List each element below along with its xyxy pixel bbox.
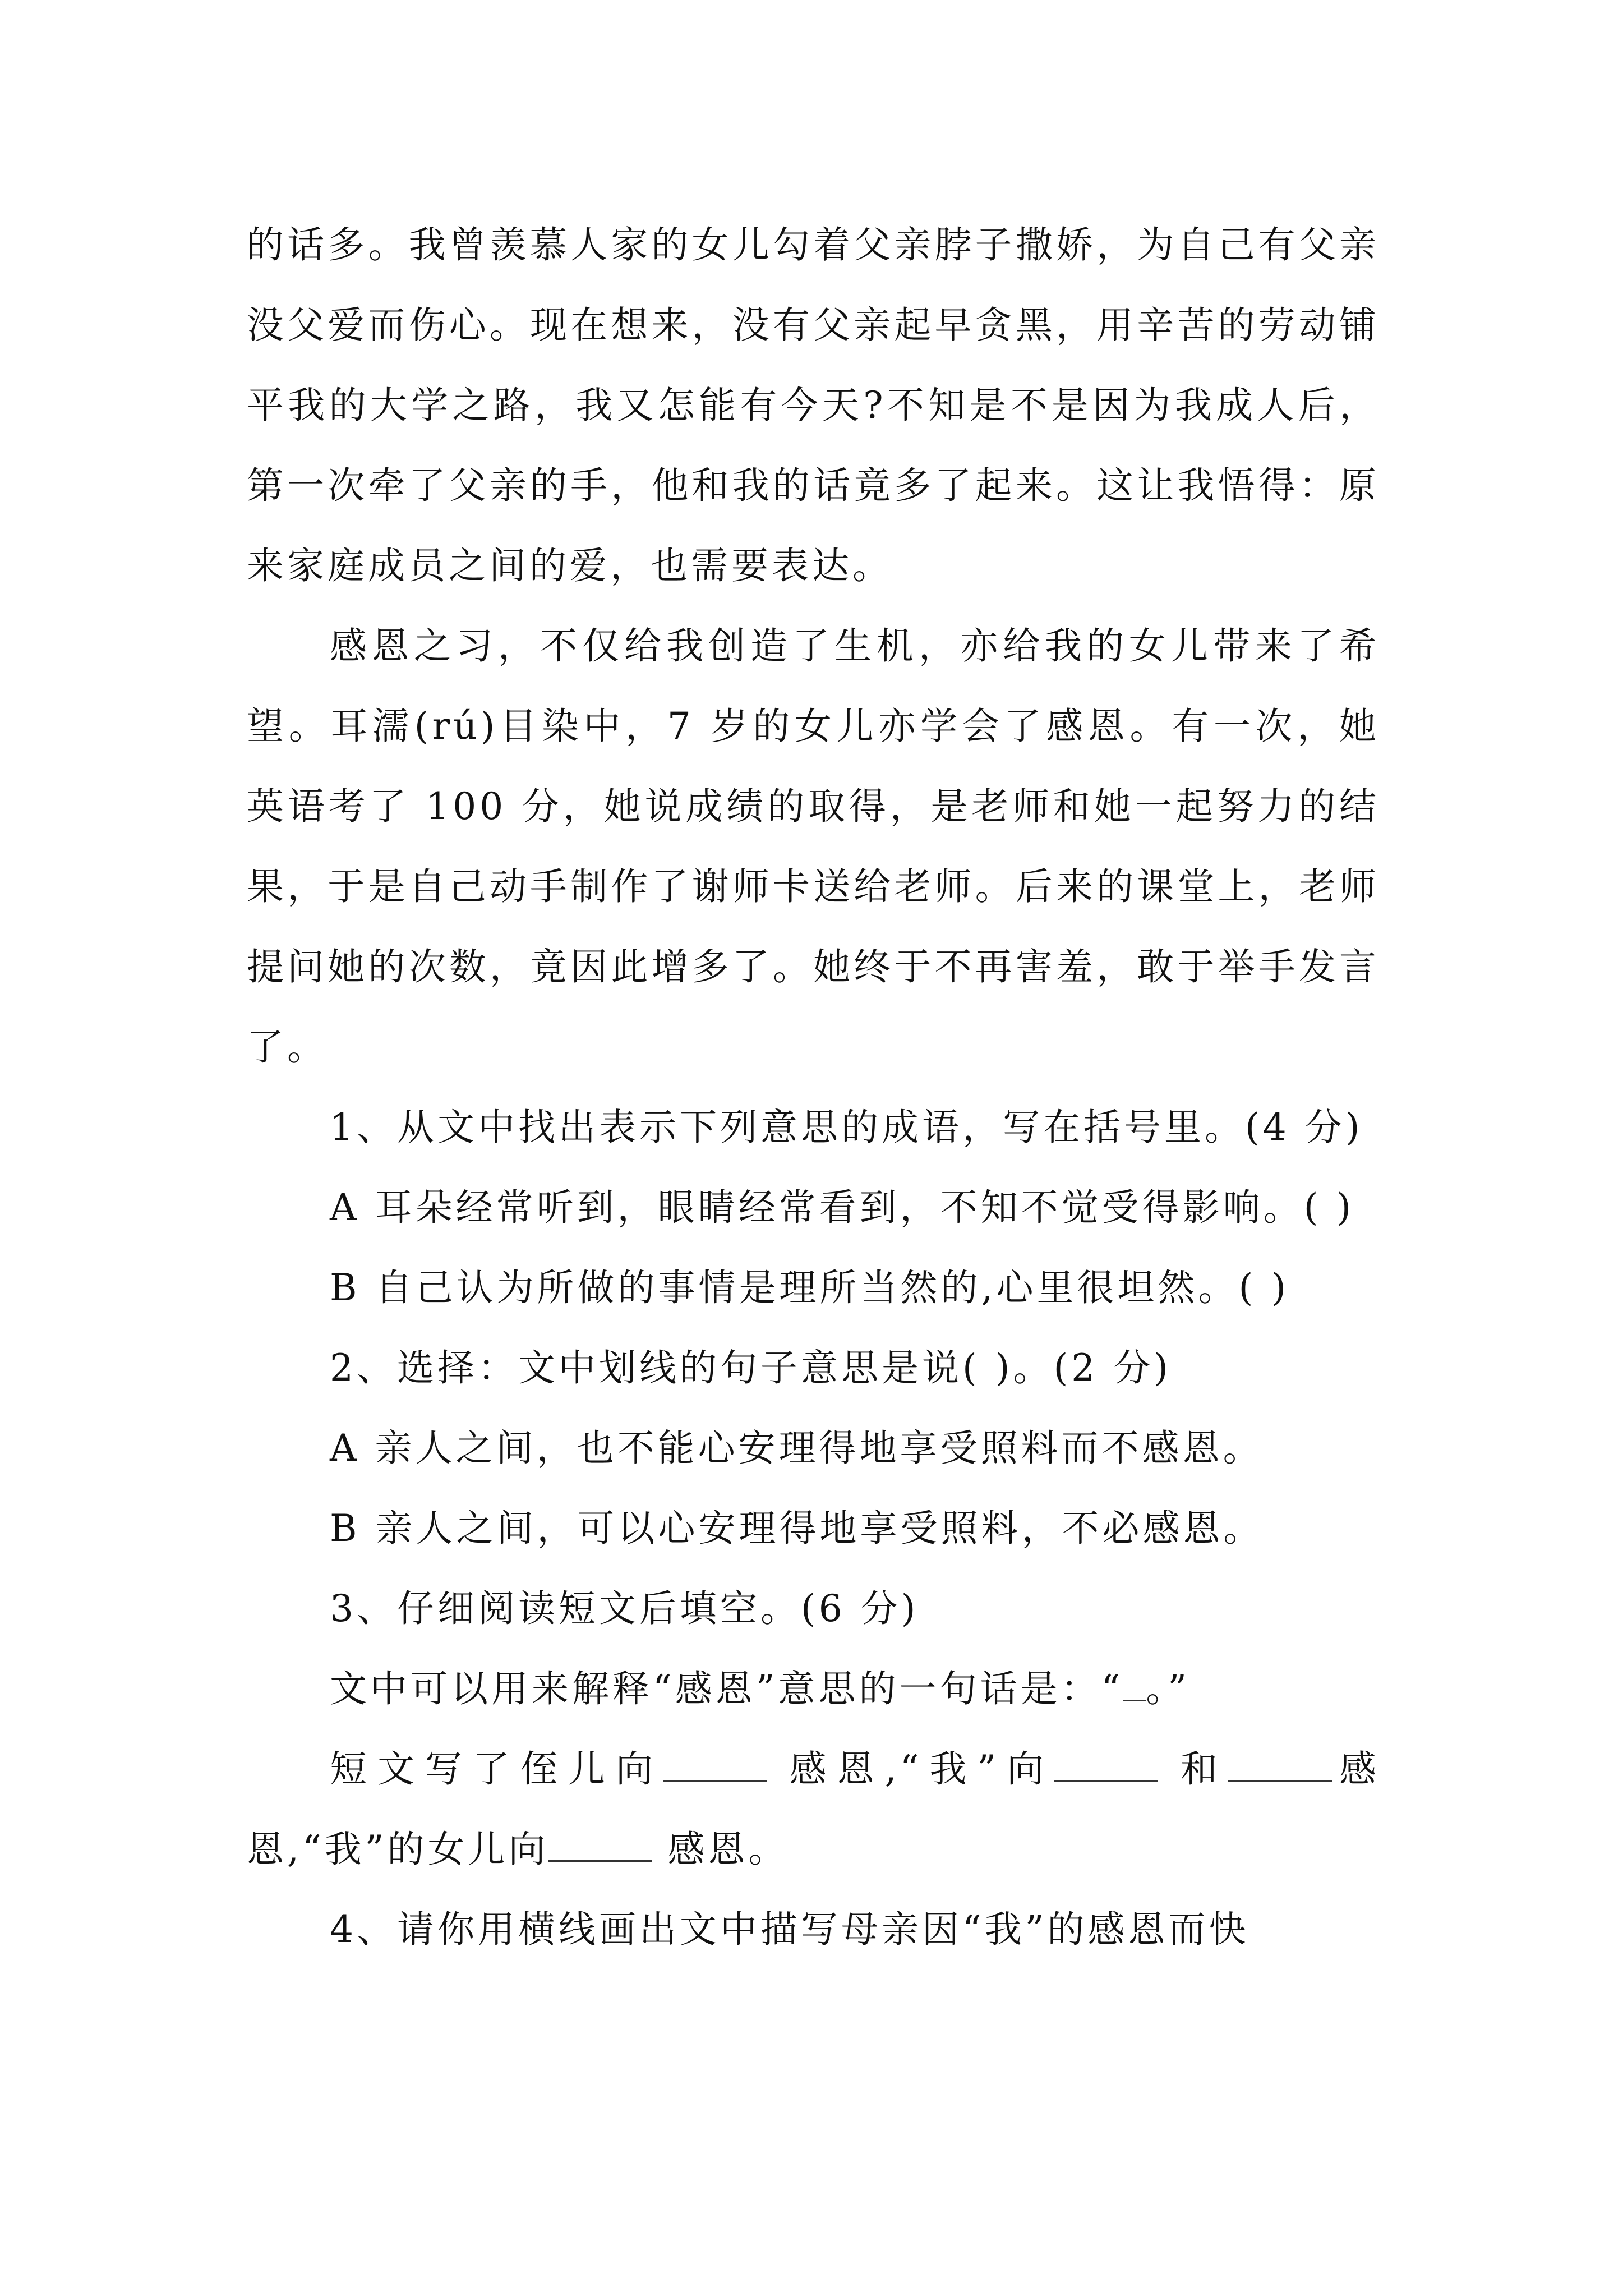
q3-line2-part-b: 感恩,“我”向 <box>767 1747 1055 1791</box>
question-2-title: 2、选择：文中划线的句子意思是说( )。(2 分) <box>330 1346 1172 1389</box>
passage-paragraph-1: 的话多。我曾羡慕人家的女儿勾着父亲脖子撒娇，为自己有父亲没父爱而伤心。现在想来，没有父亲起早贪黑，用辛苦的劳动铺平我的大学之路，我又怎能有今天?不知是不是因为我成人后，第一次牵了父亲的手，他和我的话竟多了起来。这让我悟得：原来家庭成员之间的爱，也需要表达。 <box>247 223 1380 587</box>
q3-line2-part-d: 感恩,“我”的女儿向 <box>247 1747 1380 1871</box>
question-4-title: 4、请你用横线画出文中描写母亲因“我”的感恩而快 <box>330 1908 1249 1951</box>
document-text <box>247 205 1380 1970</box>
answer-blank[interactable] <box>1123 1667 1146 1701</box>
question-3-line-2 <box>247 1729 1380 1889</box>
q3-line2-part-a: 短文写了侄儿向 <box>330 1747 663 1791</box>
question-2-option-a: A 亲人之间，也不能心安理得地享受照料而不感恩。 <box>330 1427 1264 1470</box>
answer-blank[interactable] <box>1228 1747 1332 1782</box>
question-1-title: 1、从文中找出表示下列意思的成语，写在括号里。(4 分) <box>330 1106 1363 1149</box>
question-2-option-b: B 亲人之间，可以心安理得地享受照料，不必感恩。 <box>330 1507 1264 1550</box>
q3-line1-prefix: 文中可以用来解释“感恩”意思的一句话是：“ <box>330 1667 1124 1710</box>
answer-blank[interactable] <box>1054 1747 1158 1782</box>
passage-paragraph-2: 感恩之习，不仅给我创造了生机，亦给我的女儿带来了希望。耳濡(rú)目染中，7 岁的女儿亦学会了感恩。有一次，她英语考了 100 分，她说成绩的取得，是老师和她一起努力的结果，于是自己动手制作了谢师卡送给老师。后来的课堂上，老师提问她的次数，竟因此增多了。她终于不再害羞，敢于举手发言了。 <box>247 624 1380 1069</box>
question-3-title: 3、仔细阅读短文后填空。(6 分) <box>330 1587 919 1630</box>
answer-blank[interactable] <box>663 1747 767 1782</box>
q3-line1-suffix: 。” <box>1146 1667 1190 1710</box>
question-3-line-1 <box>247 1649 1380 1729</box>
question-1-option-a: A 耳朵经常听到，眼睛经常看到，不知不觉受得影响。( ) <box>330 1186 1355 1229</box>
q3-line2-part-c: 和 <box>1158 1747 1229 1791</box>
question-1-option-b: B 自己认为所做的事情是理所当然的,心里很坦然。( ) <box>330 1266 1289 1309</box>
answer-blank[interactable] <box>548 1828 652 1862</box>
q3-line2-part-e: 感恩。 <box>652 1828 789 1871</box>
